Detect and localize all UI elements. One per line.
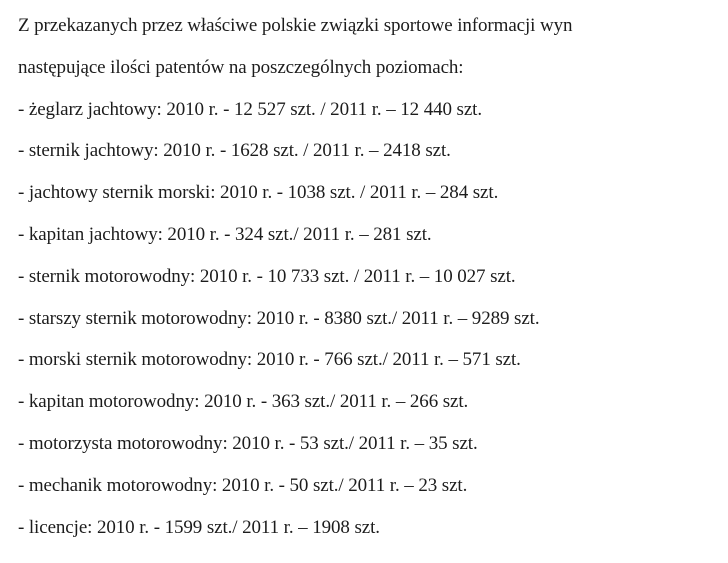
list-item: - starszy sternik motorowodny: 2010 r. - 8380 szt./ 2011 r. – 9289 szt. — [18, 307, 540, 329]
list-item: - mechanik motorowodny: 2010 r. - 50 szt./ 2011 r. – 23 szt. — [18, 474, 468, 496]
intro-line: następujące ilości patentów na poszczególnych poziomach: — [18, 56, 464, 78]
list-item: - motorzysta motorowodny: 2010 r. - 53 szt./ 2011 r. – 35 szt. — [18, 432, 478, 454]
list-item: - licencje: 2010 r. - 1599 szt./ 2011 r. – 1908 szt. — [18, 516, 380, 538]
list-item: - sternik jachtowy: 2010 r. - 1628 szt. / 2011 r. – 2418 szt. — [18, 140, 451, 162]
list-item: - kapitan motorowodny: 2010 r. - 363 szt./ 2011 r. – 266 szt. — [18, 391, 469, 413]
list-item: - jachtowy sternik morski: 2010 r. - 1038 szt. / 2011 r. – 284 szt. — [18, 182, 499, 204]
list-item: - morski sternik motorowodny: 2010 r. - 766 szt./ 2011 r. – 571 szt. — [18, 349, 521, 371]
list-item: - kapitan jachtowy: 2010 r. - 324 szt./ 2011 r. – 281 szt. — [18, 223, 432, 245]
list-item: - sternik motorowodny: 2010 r. - 10 733 szt. / 2011 r. – 10 027 szt. — [18, 265, 516, 287]
document-text — [18, 10, 728, 553]
list-item: - żeglarz jachtowy: 2010 r. - 12 527 szt. / 2011 r. – 12 440 szt. — [18, 98, 483, 120]
intro-line: Z przekazanych przez właściwe polskie związki sportowe informacji wyn — [18, 15, 573, 36]
